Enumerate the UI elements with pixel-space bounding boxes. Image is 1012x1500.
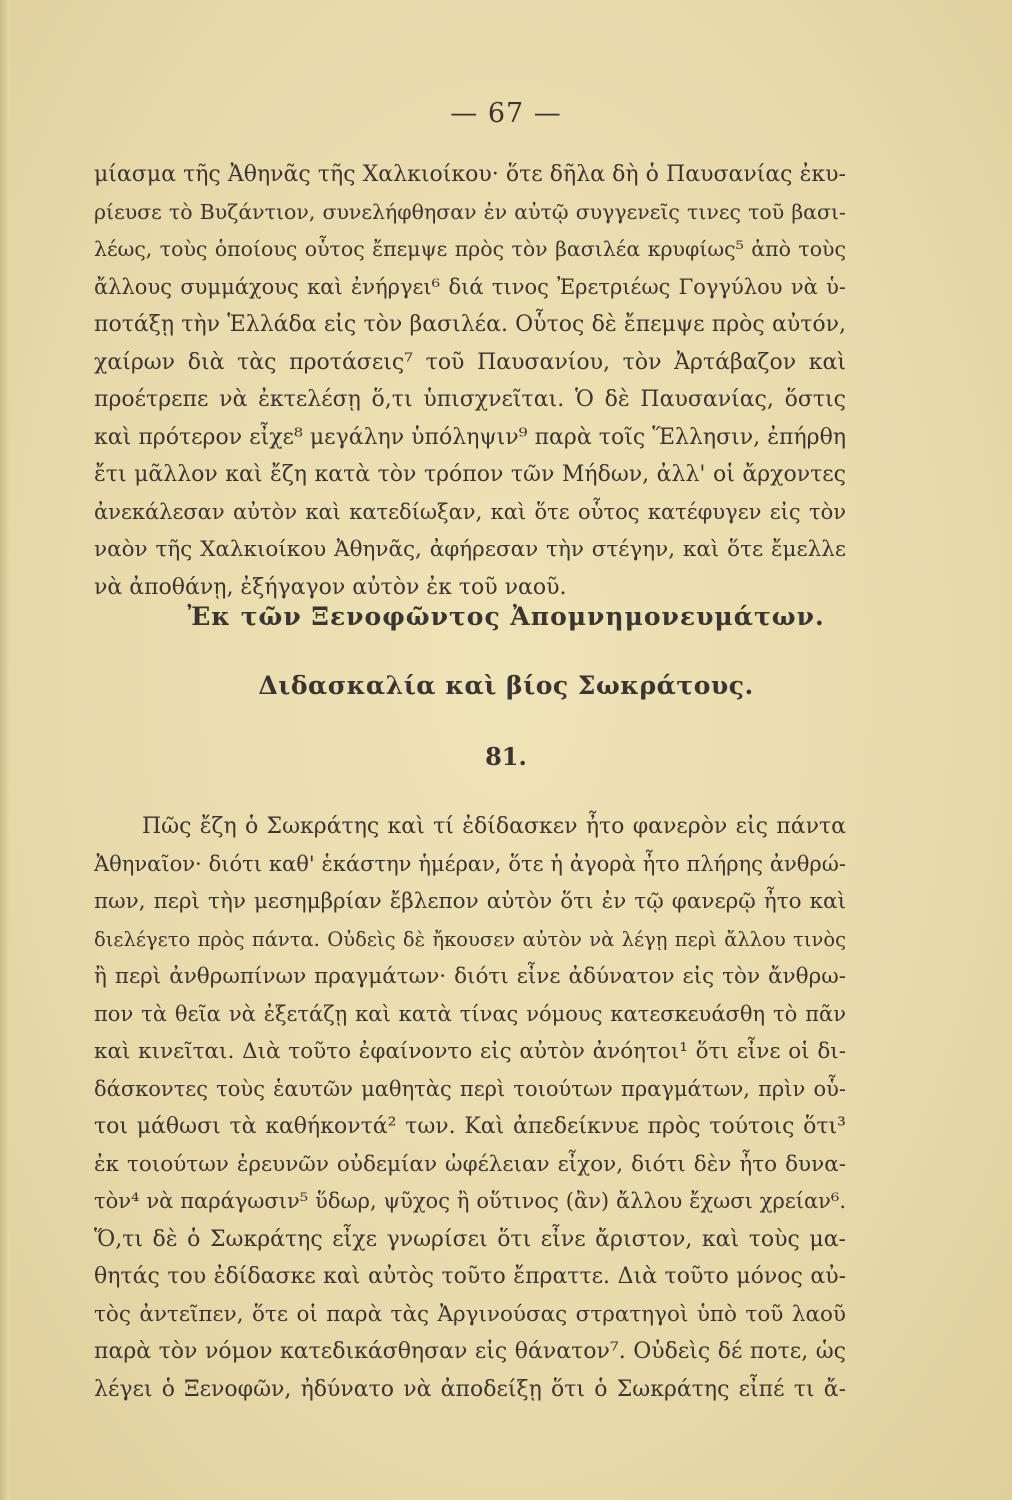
text-line: προέτρεπε νὰ ἐκτελέσῃ ὅ,τι ὑπισχνεῖται. Ὁ δὲ Παυσανίας, ὅστις: [94, 387, 846, 412]
text-line: διελέγετο πρὸς πάντα. Οὐδεὶς δὲ ἤκουσεν αὐτὸν νὰ λέγῃ περὶ ἄλλου τινὸς: [94, 927, 846, 951]
paragraph-continuation: [94, 156, 846, 606]
text-line: καὶ κινεῖται. Διὰ τοῦτο ἐφαίνοντο εἰς αὐτὸν ἀνόητοι¹ ὅτι εἶνε οἱ δι-: [94, 1039, 846, 1064]
text-line: ρίευσε τὸ Βυζάντιον, συνελήφθησαν ἐν αὐτῷ συγγενεῖς τινες τοῦ βασι-: [94, 199, 846, 224]
text-line: τὸν⁴ νὰ παράγωσιν⁵ ὕδωρ, ψῦχος ἢ οὕτινος (ἂν) ἄλλου ἔχωσι χρείαν⁶.: [94, 1189, 846, 1213]
source-heading: Ἐκ τῶν Ξενοφῶντος Ἀπομνημονευμάτων.: [187, 602, 825, 631]
text-line: ἔτι μᾶλλον καὶ ἔζη κατὰ τὸν τρόπον τῶν Μήδων, ἀλλ' οἱ ἄρχοντες: [94, 462, 846, 487]
text-line: νὰ ἀποθάνῃ, ἐξήγαγον αὐτὸν ἐκ τοῦ ναοῦ.: [94, 574, 567, 600]
text-line: λέγει ὁ Ξενοφῶν, ἠδύνατο νὰ ἀποδείξῃ ὅτι ὁ Σωκράτης εἶπέ τι ἄ-: [94, 1376, 846, 1402]
text-line: δάσκοντες τοὺς ἑαυτῶν μαθητὰς περὶ τοιούτων πραγμάτων, πρὶν οὗ-: [94, 1076, 846, 1101]
text-line: Πῶς ἔζη ὁ Σωκράτης καὶ τί ἐδίδασκεν ἦτο φανερὸν εἰς πάντα: [142, 814, 846, 839]
text-line: λέως, τοὺς ὁποίους οὗτος ἔπεμψε πρὸς τὸν βασιλέα κρυφίως⁵ ἀπὸ τοὺς: [94, 237, 846, 261]
text-line: Ἀθηναῖον· διότι καθ' ἑκάστην ἡμέραν, ὅτε ἡ ἀγορὰ ἦτο πλήρης ἀνθρώ-: [94, 851, 846, 876]
text-line: θητάς του ἐδίδασκε καὶ αὐτὸς τοῦτο ἔπραττε. Διὰ τοῦτο μόνος αὐ-: [94, 1264, 846, 1289]
text-line: ἄλλους συμμάχους καὶ ἐνήργει⁶ διά τινος Ἐρετριέως Γογγύλου νὰ ὑ-: [94, 274, 846, 299]
page-number: — 67 —: [450, 98, 562, 129]
text-line: παρὰ τὸν νόμον κατεδικάσθησαν εἰς θάνατον⁷. Οὐδεὶς δέ ποτε, ὡς: [94, 1339, 846, 1364]
text-line: ποτάξῃ τὴν Ἑλλάδα εἰς τὸν βασιλέα. Οὗτος δὲ ἔπεμψε πρὸς αὐτόν,: [94, 312, 846, 337]
text-line: ἀνεκάλεσαν αὐτὸν καὶ κατεδίωξαν, καὶ ὅτε οὗτος κατέφυγεν εἰς τὸν: [94, 499, 846, 524]
text-line: τοι μάθωσι τὰ καθήκοντά² των. Καὶ ἀπεδείκνυε πρὸς τούτοις ὅτι³: [94, 1114, 846, 1139]
text-line: μίασμα τῆς Ἀθηνᾶς τῆς Χαλκιοίκου· ὅτε δῆλα δὴ ὁ Παυσανίας ἐκυ-: [94, 162, 846, 187]
text-line: Ὅ,τι δὲ ὁ Σωκράτης εἶχε γνωρίσει ὅτι εἶνε ἄριστον, καὶ τοὺς μα-: [94, 1226, 846, 1252]
text-line: πων, περὶ τὴν μεσημβρίαν ἔβλεπον αὐτὸν ὅτι ἐν τῷ φανερῷ ἦτο καὶ: [94, 889, 846, 914]
paragraph-socrates: [94, 808, 846, 1408]
text-line: χαίρων διὰ τὰς προτάσεις⁷ τοῦ Παυσανίου, τὸν Ἀρτάβαζον καὶ: [94, 349, 846, 375]
text-line: καὶ πρότερον εἶχε⁸ μεγάλην ὑπόληψιν⁹ παρὰ τοῖς Ἕλλησιν, ἐπήρθη: [94, 424, 846, 450]
section-number: 81.: [485, 742, 527, 771]
text-line: ναὸν τῆς Χαλκιοίκου Ἀθηνᾶς, ἀφήρεσαν τὴν στέγην, καὶ ὅτε ἔμελλε: [94, 537, 846, 562]
text-line: ἐκ τοιούτων ἐρευνῶν οὐδεμίαν ὠφέλειαν εἶχον, διότι δὲν ἦτο δυνα-: [94, 1151, 846, 1177]
text-line: ἢ περὶ ἀνθρωπίνων πραγμάτων· διότι εἶνε ἀδύνατον εἰς τὸν ἄνθρω-: [94, 964, 846, 989]
chapter-title: Διδασκαλία καὶ βίος Σωκράτους.: [258, 671, 754, 700]
text-line: πον τὰ θεῖα νὰ ἐξετάζῃ καὶ κατὰ τίνας νόμους κατεσκευάσθη τὸ πᾶν: [94, 1001, 846, 1026]
text-line: τὸς ἀντεῖπεν, ὅτε οἱ παρὰ τὰς Ἀργινούσας στρατηγοὶ ὑπὸ τοῦ λαοῦ: [94, 1301, 846, 1327]
